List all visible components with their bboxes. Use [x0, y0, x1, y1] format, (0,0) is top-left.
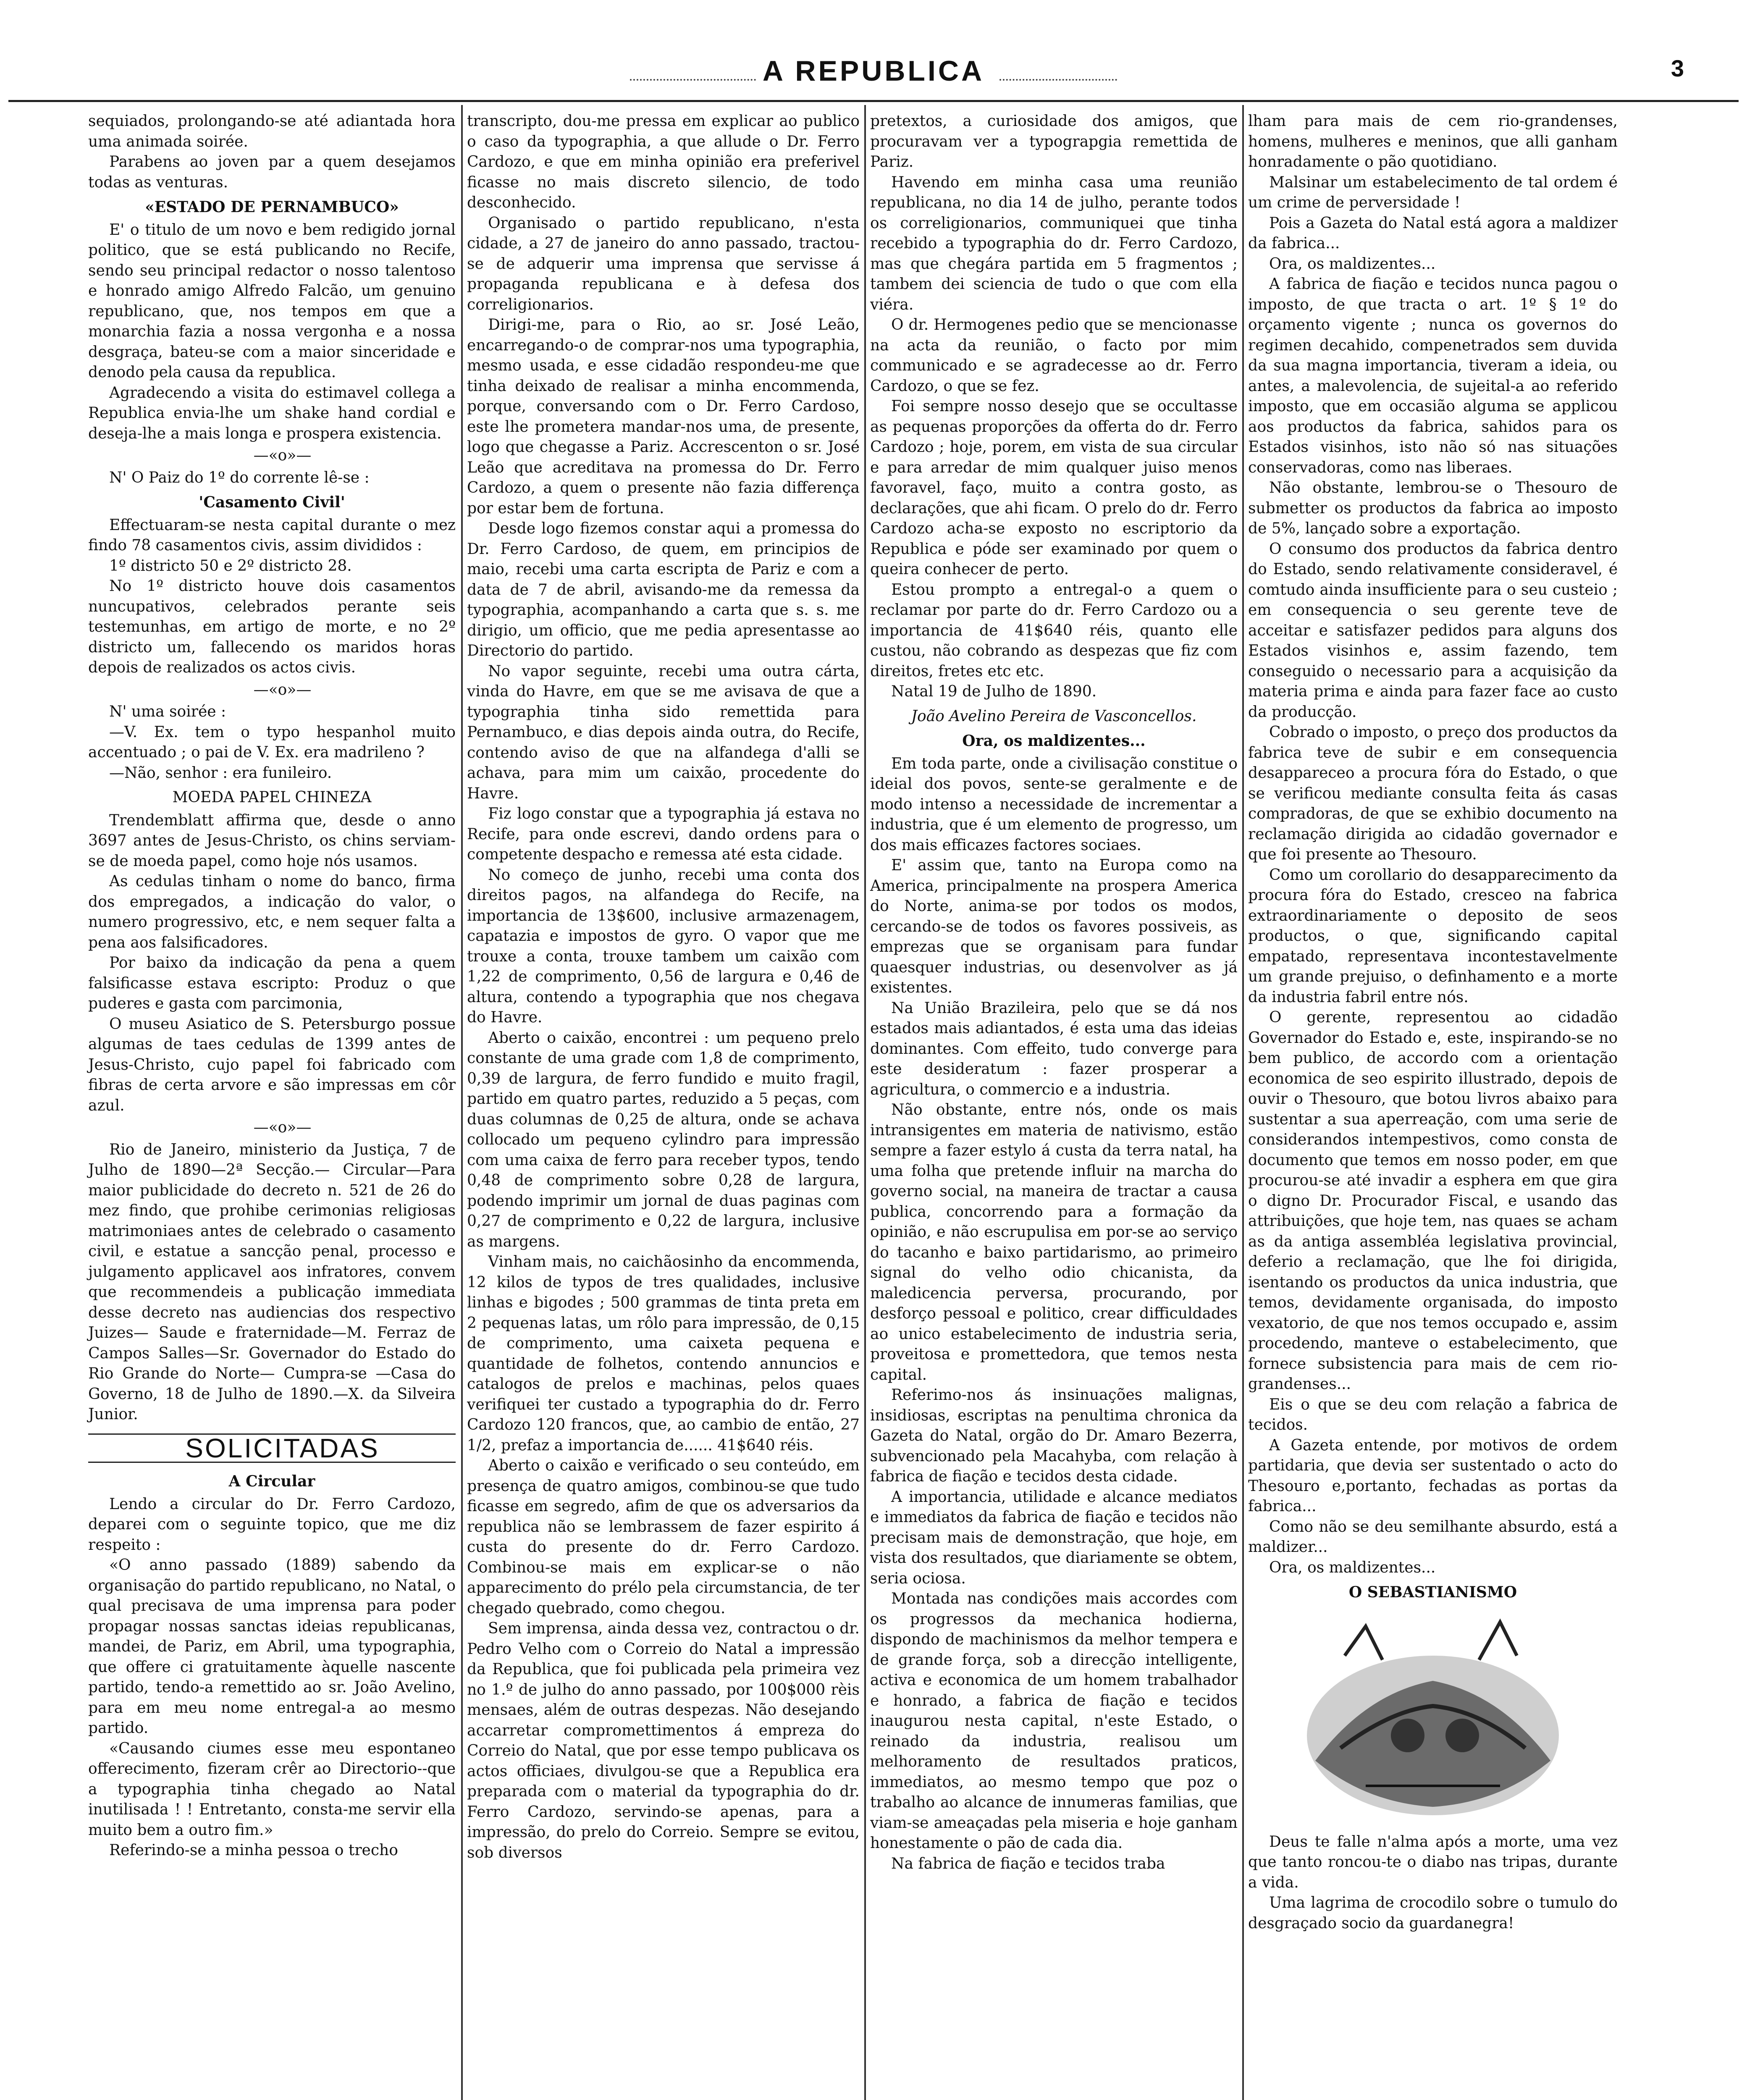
text-paragraph: Não obstante, lembrou-se o Thesouro de submetter os productos da fabrica ao imposto de 5%, lançado sobre a exportação.	[1248, 479, 1618, 537]
text-paragraph: Eis o que se deu com relação a fabrica de tecidos.	[1248, 1396, 1618, 1433]
section-heading: 'Casamento Civil'	[199, 494, 345, 511]
text-paragraph: Estou prompto a entregal-o a quem o reclamar por parte do dr. Ferro Cardozo ou a importancia de 41$640 réis, quanto elle custou, não cobrando as despezas que fiz com direitos, fretes etc etc.	[870, 581, 1238, 680]
text-paragraph: Por baixo da indicação da pena a quem falsificasse estava escripto: Produz o que puderes e gasta com parcimonia,	[88, 954, 456, 1012]
text-paragraph: Referindo-se a minha pessoa o trecho	[109, 1842, 398, 1859]
column-2	[467, 111, 860, 1863]
text-paragraph: Como um corollario do desapparecimento da procura fóra do Estado, cresceo na fabrica extraordinariamente o deposito de seos productos, o que, significando capital empatado, representava incontestavelmente um grande prejuiso, o definhamento e a morte da industria fabril entre nós.	[1248, 866, 1618, 1006]
section-heading: A Circular	[228, 1473, 315, 1490]
text-paragraph: sequiados, prolongando-se até adiantada hora uma animada soirée.	[88, 113, 456, 150]
text-paragraph: transcripto, dou-me pressa em explicar ao publico o caso da typographia, a que allude o Dr. Ferro Cardozo, e que em minha opinião era preferivel ficasse no mais discreto silencio, de todo desconhecido.	[467, 113, 860, 211]
column-3	[870, 111, 1238, 1874]
text-paragraph: O gerente, representou ao cidadão Governador do Estado e, este, inspirando-se no bem publico, de accordo com a orientação economica de seo espirito illustrado, depois de ouvir o Thesouro, que botou livros abaixo para sustentar a sua aperreação, com uma serie de considerandos intempestivos, como consta de documento que temos em nosso poder, em que procurou-se até invadir a esphera em que gira o digno Dr. Procurador Fiscal, e usando das attribuições, que hoje tem, nas quaes se acham as da antiga assembléa legislativa provincial, deferio a reclamação, que lhe foi dirigida, isentando os productos da unica industria, que temos, devidamente organisada, do imposto vexatorio, de que nos temos occupado e, assim procedendo, manteve o estabelecimento, que fornece subsistencia para mais de cem rio-grandenses...	[1248, 1009, 1618, 1393]
text-paragraph: O consumo dos productos da fabrica dentro do Estado, sendo relativamente consideravel, é comtudo ainda insufficiente para o seu custeio ; em consequencia o seu gerente teve de acceitar e satisfazer pedidos para alguns dos Estados visinhos e, assim fazendo, tem conseguido o necessario para a acquisição da materia prima e ainda para fazer face ao custo da producção.	[1248, 540, 1618, 721]
column-divider-2	[864, 105, 866, 2100]
text-paragraph: 1º districto 50 e 2º districto 28.	[109, 557, 352, 575]
text-paragraph: O dr. Hermogenes pedio que se mencionasse na acta da reunião, o facto por mim communicado e se agradecesse ao dr. Ferro Cardozo, o que se fez.	[870, 316, 1238, 395]
text-paragraph: N' O Paiz do 1º do corrente lê-se :	[109, 469, 370, 486]
text-paragraph: Dirigi-me, para o Rio, ao sr. José Leão, encarregando-o de comprar-nos uma typographia, mesmo usada, e esse cidadão respondeu-me que tinha deixado de realisar a minha encommenda, porque, conversando com o Dr. Ferro Cardoso, este lhe prometera mandar-nos uma, de presente, logo que chegasse a Pariz. Accrescenton o sr. José Leão que acreditava na promessa do Dr. Ferro Cardozo, a quem o presente não fazia differença por estar bem de fortuna.	[467, 316, 860, 517]
text-paragraph: No vapor seguinte, recebi uma outra cárta, vinda do Havre, em que se me avisava de que a typographia tinha sido remettida para Pernambuco, e dias depois ainda outra, do Recife, contendo aviso de que na alfandega d'alli se achava, para mim um caixão, procedente do Havre.	[467, 662, 860, 802]
text-paragraph: Montada nas condições mais accordes com os progressos da mechanica hodierna, dispondo de machinismos da melhor tempera e de grande força, sob a direcção intelligente, activa e economica de um homem trabalhador e honrado, a fabrica de fiação e tecidos inaugurou nesta capital, n'este Estado, o reinado da industria, realisou um melhoramento de resultados praticos, immediatos, ao mesmo tempo que poz o trabalho ao alcance de innumeras familias, que viam-se ameaçadas pela miseria e hoje ganham honestamente o pão de cada dia.	[870, 1590, 1238, 1852]
text-paragraph: Rio de Janeiro, ministerio da Justiça, 7 de Julho de 1890—2ª Secção.— Circular—Para maior publicidade do decreto n. 521 de 26 do mez findo, que prohibe cerimonias religiosas matrimoniaes antes de celebrado o casamento civil, e estatue a sancção penal, processo e julgamento applicavel aos infratores, convem que recommendeis a publicação immediata desse decreto nas audiencias dos respectivo Juizes— Saude e fraternidade—M. Ferraz de Campos Salles—Sr. Governador do Estado do Rio Grande do Norte— Cumpra-se —Casa do Governo, 18 de Julho de 1890.—X. da Silveira Junior.	[88, 1141, 456, 1423]
text-paragraph: Parabens ao joven par a quem desejamos todas as venturas.	[88, 153, 456, 191]
text-paragraph: Trendemblatt affirma que, desde o anno 3697 antes de Jesus-Christo, os chins serviam-se de moeda papel, como hoje nós usamos.	[88, 811, 456, 870]
text-paragraph: Havendo em minha casa uma reunião republicana, no dia 14 de julho, perante todos os correligionarios, communiquei que tinha recebido a typographia do dr. Ferro Cardozo, mas que chegára partida em 5 fragmentos ; tambem dei sciencia de tudo o que com ella viéra.	[870, 173, 1238, 313]
masthead	[0, 0, 1747, 105]
text-paragraph: lham para mais de cem rio-grandenses, homens, mulheres e meninos, que alli ganham honradamente o pão quotidiano.	[1248, 113, 1618, 171]
text-paragraph: Cobrado o imposto, o preço dos productos da fabrica teve de subir e em consequencia desappareceo a procura fóra do Estado, o que se verificou mediante consulta feita ás casas compradoras, de que se exhibio documento na reclamação dirigida ao cidadão governador e que foi presente ao Thesouro.	[1248, 724, 1618, 863]
text-paragraph: Vinham mais, no caichãosinho da encommenda, 12 kilos de typos de tres qualidades, inclusive linhas e bigodes ; 500 grammas de tinta preta em 2 pequenas latas, um rôlo para impressão, de 0,15 de comprimento, uma caixeta pequena e quantidade de folhetos, contendo annuncios e catalogos de prelos e machinas, pelos quaes verifiquei ter custado a typographia do dr. Ferro Cardozo 120 francos, que, ao cambio de então, 27 1/2, prefaz a importancia de...... 41$640 réis.	[467, 1253, 860, 1454]
text-paragraph: As cedulas tinham o nome do banco, firma dos empregados, a indicação do valor, o numero progressivo, etc, e nem sequer falta a pena aos falsificadores.	[88, 873, 456, 951]
signature: João Avelino Pereira de Vasconcellos.	[911, 707, 1197, 725]
text-paragraph: Foi sempre nosso desejo que se occultasse as pequenas proporções da offerta do dr. Ferro Cardozo ; hoje, porem, em vista de sua circular e para arredar de mim qualquer juiso menos favoravel, faço, muito a contra gosto, as declarações, que ahi ficam. O prelo do dr. Ferro Cardozo acha-se exposto no escriptorio da Republica e póde ser examinado por quem o queira conhecer de perto.	[870, 398, 1238, 578]
text-paragraph: Não obstante, entre nós, onde os mais intransigentes em materia de nativismo, estão sempre a fazer estylo á custa da terra natal, ha uma folha que pretende influir na marcha do governo social, na maneira de tractar a causa publica, concorrendo para a formação da opinião, e não escrupulisa em por-se ao serviço do tacanho e baixo partidarismo, ao primeiro signal do velho odio chicanista, da maledicencia perversa, procurando, por desforço pessoal e politico, crear difficuldades ao unico estabelecimento de industria seria, proveitosa e promettedora, que temos nesta capital.	[870, 1101, 1238, 1383]
text-paragraph: Pois a Gazeta do Natal está agora a maldizer da fabrica...	[1248, 214, 1618, 252]
text-paragraph: Lendo a circular do Dr. Ferro Cardozo, deparei com o seguinte topico, que me diz respeito :	[88, 1495, 456, 1554]
separator: —«o»—	[253, 447, 312, 464]
text-paragraph: Uma lagrima de crocodilo sobre o tumulo do desgraçado socio da guardanegra!	[1248, 1894, 1618, 1932]
text-paragraph: Referimo-nos ás insinuações malignas, insidiosas, escriptas na penultima chronica da Gazeta do Natal, orgão do Dr. Amaro Bezerra, subvencionado pela Macahyba, com relação à fabrica de fiação e tecidos desta cidade.	[870, 1386, 1238, 1485]
text-paragraph: Ora, os maldizentes...	[1269, 1559, 1436, 1576]
text-paragraph: Na União Brazileira, pelo que se dá nos estados mais adiantados, é esta uma das ideias dominantes. Com effeito, tudo converge para este desideratum : fazer prosperar a agricultura, o commercio e a industria.	[870, 999, 1238, 1098]
text-paragraph: N' uma soirée :	[109, 703, 226, 720]
newspaper-title: A REPUBLICA	[762, 55, 985, 87]
text-paragraph: No 1º districto houve dois casamentos nuncupativos, celebrados perante seis testemunhas, em artigo de morte, e no 2º districto um, fallecendo os maridos horas depois de realizados os actos civis.	[88, 578, 456, 676]
woodcut-illustration	[1282, 1609, 1584, 1828]
text-paragraph: A importancia, utilidade e alcance mediatos e immediatos da fabrica de fiação e tecidos não precisam mais de demonstração, que hoje, em vista dos resultados, que diariamente se obtem, seria ociosa.	[870, 1488, 1238, 1587]
text-paragraph: Aberto o caixão e verificado o seu conteúdo, em presença de quatro amigos, combinou-se que tudo ficasse em segredo, afim de que os adversarios da republica não se lembrassem de fazer espirito á custa do presente do dr. Ferro Cardozo. Combinou-se mais em explicar-se o não apparecimento do prélo pela circumstancia, de ter chegado quebrado, como chegou.	[467, 1457, 860, 1617]
separator: —«o»—	[253, 681, 312, 698]
text-paragraph: Sem imprensa, ainda dessa vez, contractou o dr. Pedro Velho com o Correio do Natal a impressão da Republica, que foi publicada pela primeira vez no 1.º de julho do anno passado, por 100$000 rèis mensaes, além de outras despezas. Não desejando accarretar compromettimentos á empreza do Correio do Natal, que por esse tempo publicava os actos officiaes, divulgou-se que a Republica era preparada com o material da typographia do dr. Ferro Cardozo, servindo-se apenas, para a impressão, do prelo do Correio. Sempre se evitou, sob diversos	[467, 1620, 860, 1861]
text-paragraph: O museu Asiatico de S. Petersburgo possue algumas de taes cedulas de 1399 antes de Jesus-Christo, cujo papel foi fabricado com fibras de certa arvore e são impressas em côr azul.	[88, 1015, 456, 1114]
section-heading: Ora, os maldizentes...	[962, 732, 1146, 750]
column-divider-1	[461, 105, 463, 2100]
text-paragraph: Malsinar um estabelecimento de tal ordem é um crime de perversidade !	[1248, 173, 1618, 211]
page-number: 3	[1671, 55, 1684, 81]
text-paragraph: Deus te falle n'alma após a morte, uma vez que tanto roncou-te o diabo nas tripas, durante a vida.	[1248, 1833, 1618, 1891]
masthead-dotted-rule-right	[999, 79, 1117, 81]
text-paragraph: Natal 19 de Julho de 1890.	[891, 683, 1097, 700]
section-heading: O SEBASTIANISMO	[1348, 1583, 1517, 1601]
text-paragraph: —V. Ex. tem o typo hespanhol muito accentuado ; o pai de V. Ex. era madrileno ?	[88, 723, 456, 761]
text-paragraph: «Causando ciumes esse meu espontaneo offerecimento, fizeram crêr ao Directorio--que a typographia tinha chegado ao Natal inutilisada ! ! Entretanto, consta-me servir ella muito bem a outro fim.»	[88, 1740, 456, 1839]
text-paragraph: Fiz logo constar que a typographia já estava no Recife, para onde escrevi, dando ordens para o competente despacho e remessa até esta cidade.	[467, 805, 860, 863]
section-banner-solicitadas: SOLICITADAS	[88, 1433, 456, 1463]
text-paragraph: Ora, os maldizentes...	[1269, 255, 1436, 273]
separator: —«o»—	[253, 1119, 312, 1136]
header-rule	[8, 100, 1739, 102]
text-paragraph: E' assim que, tanto na Europa como na America, principalmente na prospera America do Norte, anima-se por todos os modos, cercando-se de todos os favores possiveis, as emprezas que se organisam para fundar quaesquer industrias, ou desenvolver as já existentes.	[870, 857, 1238, 996]
text-paragraph: Na fabrica de fiação e tecidos traba	[891, 1855, 1165, 1872]
column-divider-3	[1242, 105, 1244, 2100]
column-4	[1248, 111, 1618, 1934]
text-paragraph: Em toda parte, onde a civilisação constitue o ideial dos povos, sente-se geralmente e de modo intenso a necessidade de incrementar a industria, que é um elemento de progresso, um dos mais efficazes factores sociaes.	[870, 755, 1238, 854]
text-paragraph: —Não, senhor : era funileiro.	[109, 764, 332, 782]
text-paragraph: No começo de junho, recebi uma conta dos direitos pagos, na alfandega do Recife, na importancia de 13$600, inclusive armazenagem, capatazia e impostos de gyro. O vapor que me trouxe a conta, trouxe tambem um caixão com 1,22 de comprimento, 0,56 de largura e 0,46 de altura, contendo a typographia que nos chegava do Havre.	[467, 866, 860, 1026]
text-paragraph: A Gazeta entende, por motivos de ordem partidaria, que devia ser sustentado o acto do Thesouro e,portanto, fechadas as portas da fabrica...	[1248, 1436, 1618, 1515]
text-paragraph: Desde logo fizemos constar aqui a promessa do Dr. Ferro Cardoso, de quem, em principios de maio, recebi uma carta escripta de Pariz e com a data de 7 de abril, avisando-me da remessa da typographia, acompanhando a carta que s. s. me dirigio, um officio, que me pedia apresentasse ao Directorio do partido.	[467, 520, 860, 659]
column-1	[88, 111, 456, 1861]
text-paragraph: Como não se deu semilhante absurdo, está a maldizer...	[1248, 1518, 1618, 1556]
text-paragraph: «O anno passado (1889) sabendo da organisação do partido republicano, no Natal, o qual precisava de uma imprensa para poder propagar nossas sanctas ideias republicanas, mandei, de Pariz, em Abril, uma typographia, que offere ci gratuitamente àquelle nascente partido, tendo-a remettido ao sr. João Avelino, para em meu nome entregal-a ao mesmo partido.	[88, 1557, 456, 1737]
text-paragraph: Effectuaram-se nesta capital durante o mez findo 78 casamentos civis, assim divididos :	[88, 516, 456, 554]
text-paragraph: A fabrica de fiação e tecidos nunca pagou o imposto, de que tracta o art. 1º § 1º do orçamento vigente ; nunca os governos do regimen decahido, compenetrados sem duvida da sua magna importancia, tiveram a ideia, ou antes, a malevolencia, de sujeital-a ao referido imposto, que em occasião alguma se applicou aos productos da fabrica, sahidos para os Estados visinhos, isto não só nas situações conservadoras, como nas liberaes.	[1248, 276, 1618, 476]
section-heading: «ESTADO DE PERNAMBUCO»	[145, 198, 399, 216]
text-paragraph: E' o titulo de um novo e bem redigido jornal politico, que se está publicando no Recife, sendo seu principal redactor o nosso talentoso e honrado amigo Alfredo Falcão, um genuino republicano, que, nos tempos em que a monarchia fazia a nossa vergonha e a nossa desgraça, bateu-se com a maior sinceridade e denodo pela causa da republica.	[88, 221, 456, 381]
text-paragraph: Agradecendo a visita do estimavel collega a Republica envia-lhe um shake hand cordial e deseja-lhe a mais longa e prospera existencia.	[88, 384, 456, 442]
section-heading: MOEDA PAPEL CHINEZA	[172, 789, 372, 806]
text-paragraph: pretextos, a curiosidade dos amigos, que procuravam ver a typograpgia remettida de Pariz.	[870, 113, 1238, 171]
text-paragraph: Organisado o partido republicano, n'esta cidade, a 27 de janeiro do anno passado, tractou-se de adquerir uma imprensa que servisse á propaganda republicana e à defesa dos correligionarios.	[467, 214, 860, 313]
text-paragraph: Aberto o caixão, encontrei : um pequeno prelo constante de uma grade com 1,8 de comprimento, 0,39 de largura, de ferro fundido e muito fragil, partido em quatro partes, reduzido a 5 peças, com duas columnas de 0,25 de altura, onde se achava collocado um pequeno cylindro para impressão com uma caixa de ferro para receber typos, tendo 0,48 de comprimento sobre 0,28 de largura, podendo imprimir um jornal de duas paginas com 0,27 de comprimento e 0,22 de largura, inclusive as margens.	[467, 1029, 860, 1250]
